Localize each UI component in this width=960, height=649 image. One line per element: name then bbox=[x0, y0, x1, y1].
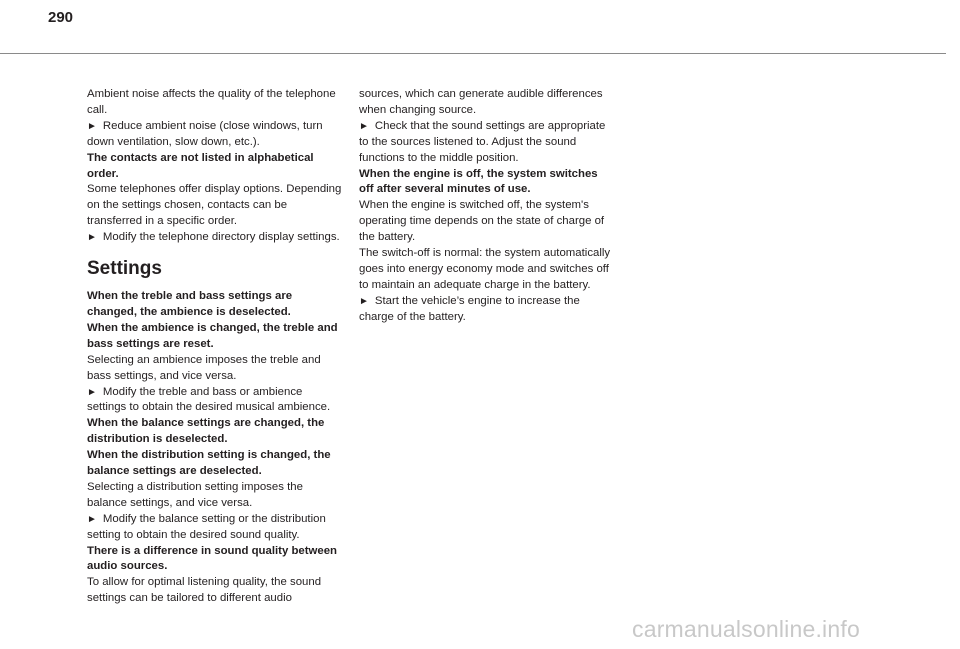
body-paragraph: Selecting a distribution setting imposes the balance settings, and vice versa. bbox=[87, 480, 303, 509]
body-paragraph: sources, which can generate audible differences when changing source. bbox=[359, 88, 603, 116]
instruction-step-text: Modify the telephone directory display settings. bbox=[102, 231, 340, 244]
bold-statement: When the balance settings are changed, the distribution is deselected. bbox=[87, 417, 325, 446]
step-arrow-icon: ► bbox=[87, 386, 97, 398]
instruction-step bbox=[359, 294, 615, 326]
step-arrow-icon: ► bbox=[87, 120, 97, 132]
middle-column bbox=[359, 87, 615, 326]
instruction-step-text: Modify the treble and bass or ambience settings to obtain the desired musical ambience. bbox=[87, 385, 331, 414]
step-arrow-icon: ► bbox=[87, 232, 97, 244]
instruction-step-text: Start the vehicle’s engine to increase the charge of the battery. bbox=[359, 294, 580, 323]
header-rule bbox=[0, 53, 946, 54]
step-arrow-icon: ► bbox=[359, 295, 369, 307]
body-paragraph: Some telephones offer display options. Depending on the settings chosen, contacts can be transferred in a specific order. bbox=[87, 183, 342, 228]
instruction-step-text: Modify the balance setting or the distribution setting to obtain the desired sound quality. bbox=[87, 512, 326, 541]
watermark: carmanualsonline.info bbox=[632, 616, 860, 642]
bold-statement: When the engine is off, the system switches off after several minutes of use. bbox=[359, 167, 598, 196]
bold-statement: When the ambience is changed, the treble and bass settings are reset. bbox=[87, 321, 338, 350]
bold-statement: When the treble and bass settings are changed, the ambience is deselected. bbox=[87, 290, 293, 318]
page-number: 290 bbox=[48, 9, 74, 26]
bold-statement: The contacts are not listed in alphabetical order. bbox=[87, 151, 314, 180]
left-column bbox=[87, 87, 343, 607]
body-paragraph: The switch-off is normal: the system automatically goes into energy economy mode and switches off to maintain an adequate charge in the battery. bbox=[359, 247, 611, 291]
bold-statement: There is a difference in sound quality between audio sources. bbox=[87, 544, 338, 573]
body-paragraph: Selecting an ambience imposes the treble and bass settings, and vice versa. bbox=[87, 353, 321, 382]
step-arrow-icon: ► bbox=[87, 513, 97, 525]
instruction-step-text: Check that the sound settings are appropriate to the sources listened to. Adjust the sound functions to the middle position. bbox=[359, 119, 606, 164]
step-arrow-icon: ► bbox=[359, 120, 369, 132]
bold-statement: When the distribution setting is changed, the balance settings are deselected. bbox=[87, 449, 331, 478]
section-heading: Settings bbox=[87, 258, 162, 280]
instruction-step bbox=[87, 230, 343, 246]
instruction-step bbox=[87, 512, 343, 544]
instruction-step bbox=[87, 385, 343, 417]
instruction-step bbox=[359, 119, 615, 167]
body-paragraph: Ambient noise affects the quality of the telephone call. bbox=[87, 88, 336, 116]
instruction-step-text: Reduce ambient noise (close windows, turn down ventilation, slow down, etc.). bbox=[87, 119, 323, 148]
instruction-step bbox=[87, 119, 343, 151]
body-paragraph: To allow for optimal listening quality, the sound settings can be tailored to different audio bbox=[87, 576, 322, 605]
body-paragraph: When the engine is switched off, the system's operating time depends on the state of charge of the battery. bbox=[359, 199, 605, 244]
